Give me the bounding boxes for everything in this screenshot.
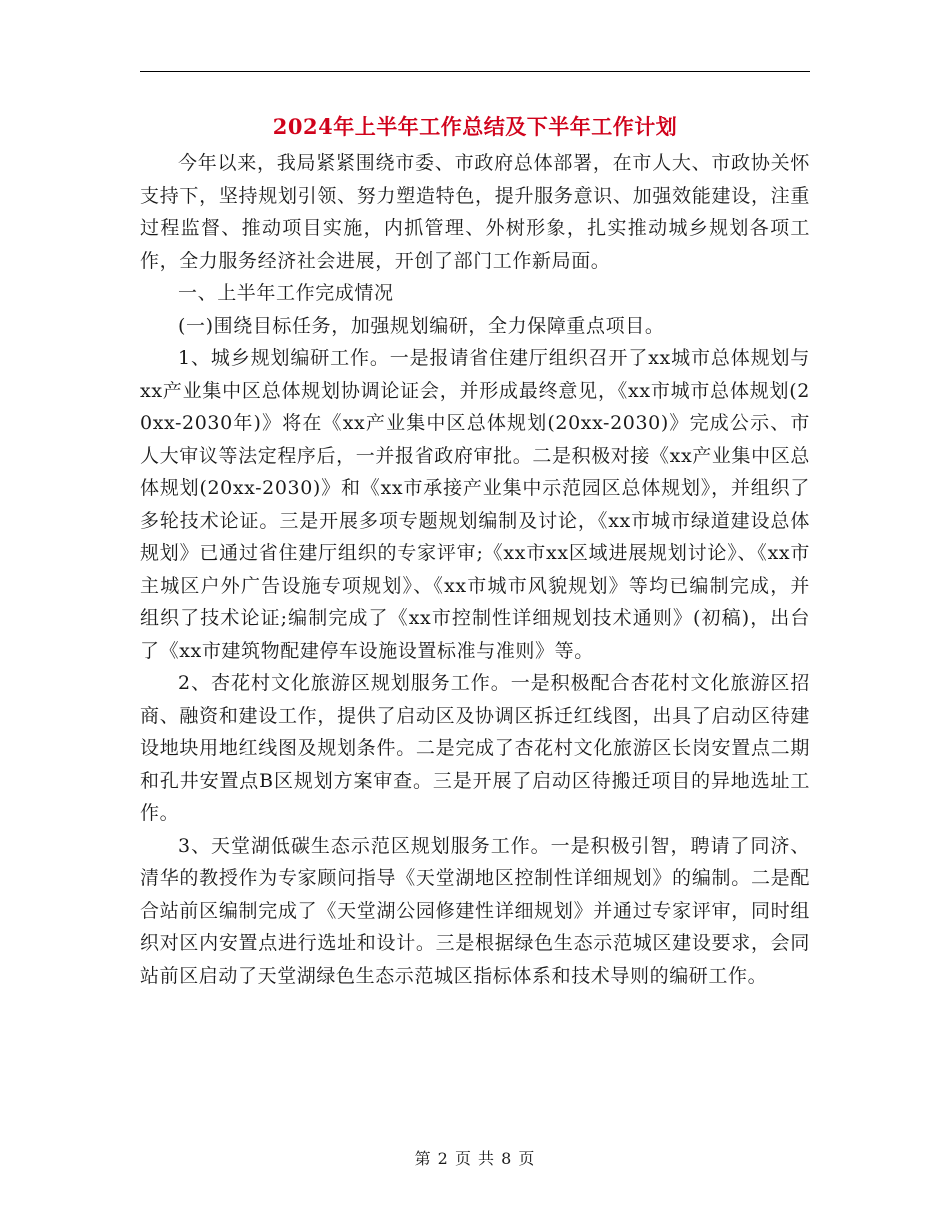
document-title: 2024年上半年工作总结及下半年工作计划 [272,114,678,139]
section-heading: 一、上半年工作完成情况 [178,282,394,304]
header-rule [140,71,810,72]
paragraph-intro: 今年以来，我局紧紧围绕市委、市政府总体部署，在市人大、市政协关怀支持下，坚持规划引领、努力塑造特色，提升服务意识、加强效能建设，注重过程监督、推动项目实施，内抓管理、外树形象，扎实推动城乡规划各项工作，全力服务经济社会进展，开创了部门工作新局面。 [140,152,810,272]
page-footer: 第 2 页 共 8 页 [414,1149,536,1168]
paragraph-planning-research: 1、城乡规划编研工作。一是报请省住建厅组织召开了xx城市总体规划与xx产业集中区总体规划协调论证会，并形成最终意见，《xx市城市总体规划(20xx-2030年)》将在《xx产业集中区总体规划(20xx-2030)》完成公示、市人大审议等法定程序后，一并报省政府审批。二是积极对接《xx产业集中区总体规划(20xx-2030)》和《xx市承接产业集中示范园区总体规划》，并组织了多轮技术论证。三是开展多项专题规划编制及讨论，《xx市城市绿道建设总体规划》已通过省住建厅组织的专家评审;《xx市xx区域进展规划讨论》、《xx市主城区户外广告设施专项规划》、《xx市城市风貌规划》等均已编制完成，并组织了技术论证;编制完成了《xx市控制性详细规划技术通则》(初稿)，出台了《xx市建筑物配建停车设施设置标准与准则》等。 [140,347,810,662]
paragraph-xinghuacun: 2、杏花村文化旅游区规划服务工作。一是积极配合杏花村文化旅游区招商、融资和建设工作，提供了启动区及协调区拆迁红线图，出具了启动区待建设地块用地红线图及规划条件。二是完成了杏花村文化旅游区长岗安置点二期和孔井安置点B区规划方案审查。三是开展了启动区待搬迁项目的异地选址工作。 [140,672,810,824]
paragraph-tiantanghu: 3、天堂湖低碳生态示范区规划服务工作。一是积极引智，聘请了同济、清华的教授作为专家顾问指导《天堂湖地区控制性详细规划》的编制。二是配合站前区编制完成了《天堂湖公园修建性详细规划》并通过专家评审，同时组织对区内安置点进行选址和设计。三是根据绿色生态示范城区建设要求，会同站前区启动了天堂湖绿色生态示范城区指标体系和技术导则的编研工作。 [140,834,810,987]
document-body [140,147,810,992]
subsection-heading: (一)围绕目标任务，加强规划编研，全力保障重点项目。 [178,314,665,337]
